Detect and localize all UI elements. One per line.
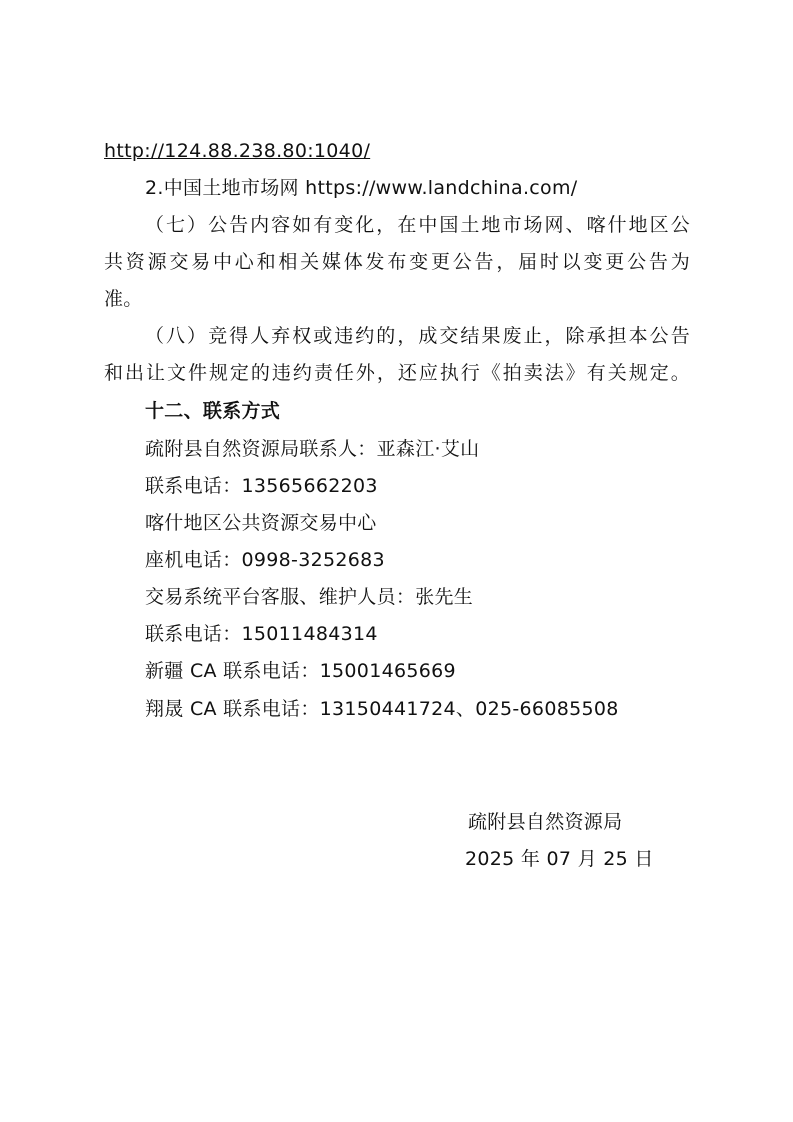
land-market-url[interactable]: http://124.88.238.80:1040/ <box>104 140 371 162</box>
para7-line1: （七）公告内容如有变化，在中国土地市场网、喀什地区公 <box>145 214 690 236</box>
contact-line: 座机电话：0998-3252683 <box>145 549 385 571</box>
contact-line: 疏附县自然资源局联系人：亚森江·艾山 <box>145 438 480 460</box>
landchina-item: 2.中国土地市场网 https://www.landchina.com/ <box>145 177 578 199</box>
contact-line: 交易系统平台客服、维护人员：张先生 <box>145 586 474 608</box>
contact-line: 喀什地区公共资源交易中心 <box>145 512 377 534</box>
para8-line1: （八）竞得人弃权或违约的，成交结果废止，除承担本公告 <box>145 325 690 347</box>
signature-date: 2025 年 07 月 25 日 <box>465 848 654 870</box>
para8-line2: 和出让文件规定的违约责任外，还应执行《拍卖法》有关规定。 <box>104 362 690 384</box>
contact-line: 翔晟 CA 联系电话：13150441724、025-66085508 <box>145 698 619 720</box>
contact-heading: 十二、联系方式 <box>145 400 281 422</box>
para7-line2: 共资源交易中心和相关媒体发布变更公告，届时以变更公告为 <box>104 251 690 273</box>
contact-line: 联系电话：13565662203 <box>145 475 378 497</box>
contact-line: 联系电话：15011484314 <box>145 623 378 645</box>
signature-org: 疏附县自然资源局 <box>468 811 623 833</box>
para7-line3: 准。 <box>104 288 143 310</box>
contact-line: 新疆 CA 联系电话：15001465669 <box>145 660 456 682</box>
